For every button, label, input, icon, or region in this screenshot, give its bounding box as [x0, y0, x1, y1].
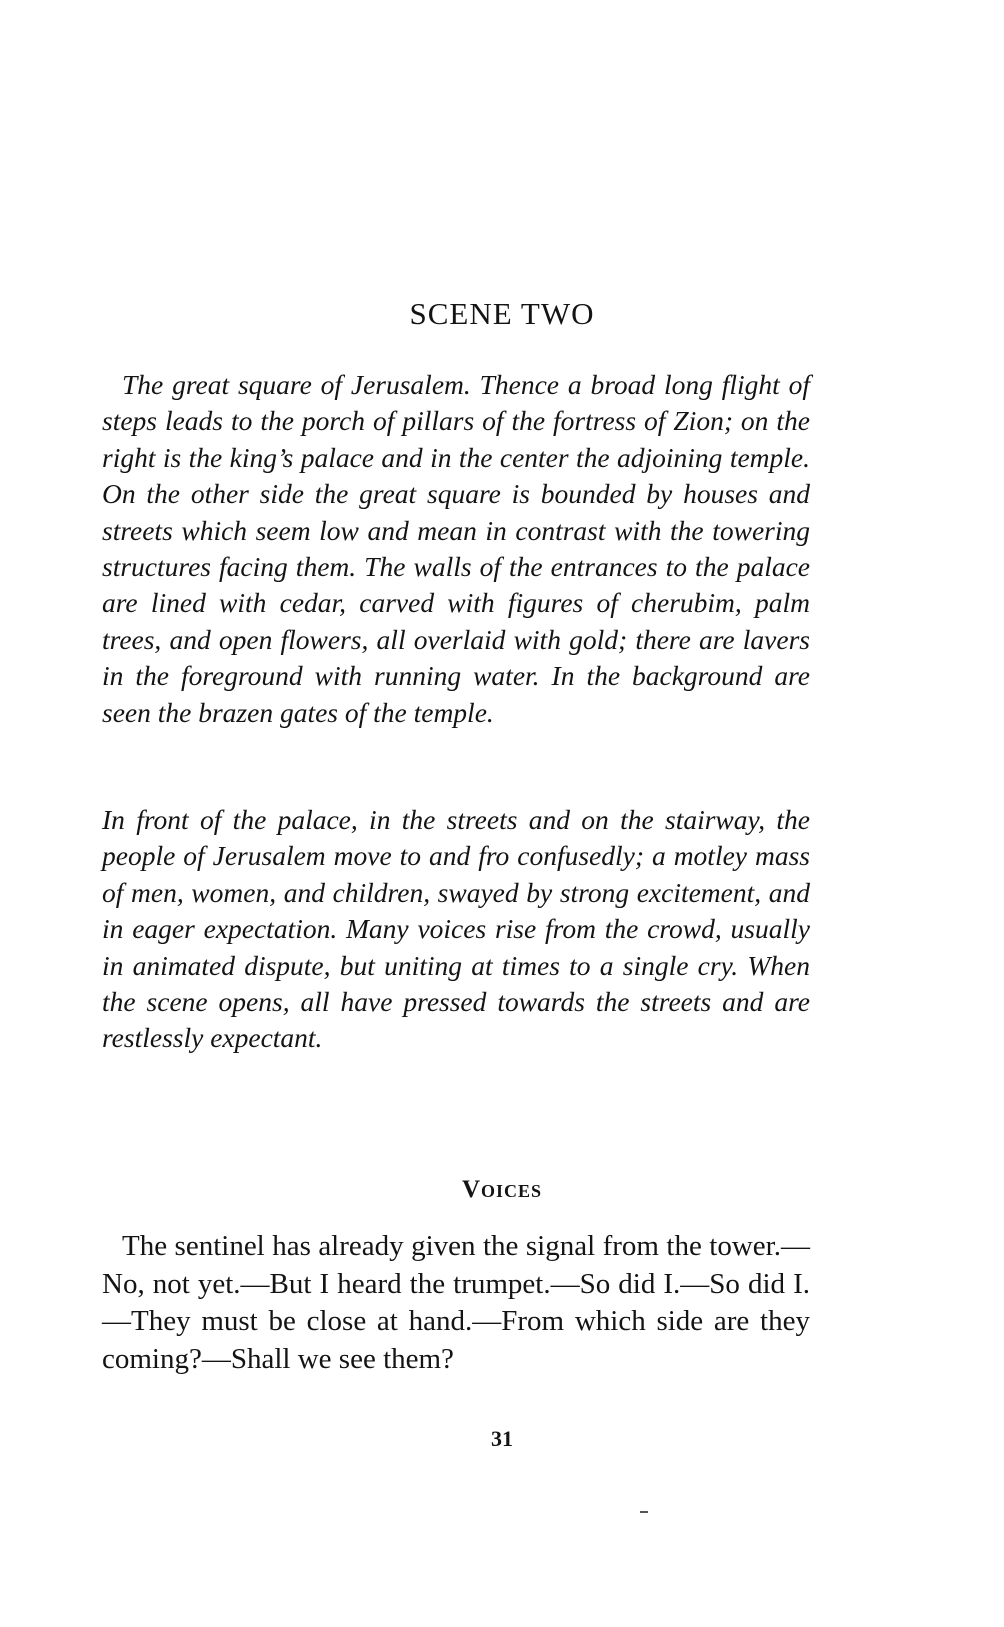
scene-title: SCENE TWO — [409, 296, 595, 331]
stage-direction-crowd: In front of the palace, in the streets and on the stairway, the people of Jerusalem move to and fro confusedly; a motley mass of men, women, and children, swayed by strong excitement, and in eager expectation. Many voices rise from the crowd, usually in animated dispute, but uniting at times to a single cry. When the scene opens, all have pressed towards the streets and are restlessly expectant. — [102, 804, 810, 1054]
page-number: 31 — [491, 1426, 513, 1451]
speech-text: The sentinel has already given the signal from the tower.—No, not yet.—But I heard the trumpet.—So did I.—So did I.—They must be close at hand.—From which side are they coming?—Shall we see them? — [102, 1230, 810, 1375]
speaker-name: Voices — [461, 1176, 543, 1203]
print-mark — [640, 1511, 648, 1513]
stage-direction-setting: The great square of Jerusalem. Thence a broad long flight of steps leads to the porch of pillars of the fortress of Zion; on the right is the king’s palace and in the center the adjoining temple. On the other side the great square is bounded by houses and streets which seem low and mean in contrast with the towering structures facing them. The walls of the entrances to the palace are lined with cedar, carved with figures of cherubim, palm trees, and open flowers, all overlaid with gold; there are lavers in the foreground with running water. In the background are seen the brazen gates of the temple. — [102, 369, 810, 728]
